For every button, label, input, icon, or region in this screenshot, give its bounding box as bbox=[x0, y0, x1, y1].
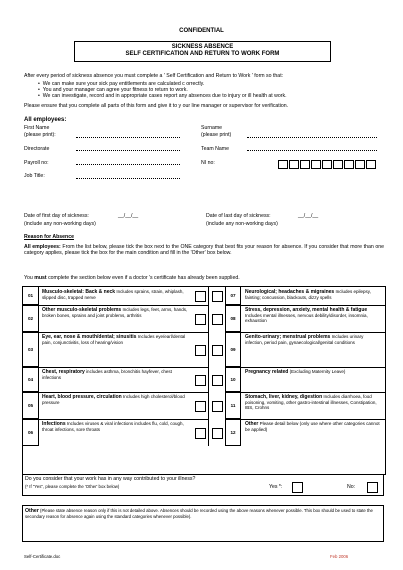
row-divider bbox=[225, 419, 385, 420]
reason-instruction: From the list below, please tick the box next to the ONE category that best fits your reason for absence. If you consider that more than one category applies, please tick the box for the main condition and fill in the 'Other' box below. bbox=[24, 244, 384, 257]
intro-lead: After every period of sickness absence you must complete a ' Self Certification and Return to Work ' form so that: bbox=[24, 73, 284, 79]
title-box bbox=[74, 41, 331, 62]
work-question-box bbox=[22, 474, 384, 496]
first-day-label: Date of first day of sickness: bbox=[24, 213, 89, 219]
category-number: 06 bbox=[23, 419, 39, 446]
ni-box[interactable] bbox=[366, 160, 376, 169]
column-divider bbox=[208, 392, 209, 419]
employees-heading: All employees: bbox=[24, 117, 67, 123]
job-title-field[interactable] bbox=[76, 174, 180, 179]
category-description: Eye, ear, nose & mouth/dental; sinusitis Includes eye/earl/dental pain, conjunctivitis, loss of hearing/vision bbox=[42, 334, 186, 346]
other-box[interactable] bbox=[22, 505, 384, 542]
column-divider bbox=[208, 332, 209, 367]
other-label: Other bbox=[25, 508, 39, 514]
category-grid bbox=[22, 286, 386, 475]
surname-field[interactable] bbox=[247, 133, 377, 138]
category-checkbox-05[interactable] bbox=[195, 401, 206, 412]
footer-date: Feb 2006 bbox=[330, 554, 349, 559]
category-description: Genito-urinary; menstrual problems Includes urinary infection, period pain, gynaecological/genital conditions bbox=[245, 334, 364, 346]
row-divider bbox=[225, 305, 385, 306]
category-number: 05 bbox=[23, 392, 39, 419]
category-checkbox-11[interactable] bbox=[212, 401, 223, 412]
bullet-item: • We can investigate, record and in appropriate cases report any absences due to injury or ill health at work. bbox=[38, 93, 287, 100]
last-day-field[interactable]: __/__/__ bbox=[298, 213, 319, 219]
category-description: Stomach, liver, kidney, digestion Includes diarrhoea, food poisoning, vomiting, other gastro-intestinal illnesses, Constipation, IBS, Crohns bbox=[245, 394, 377, 411]
row-divider bbox=[225, 392, 385, 393]
directorate-field[interactable] bbox=[76, 146, 180, 151]
surname-label: Surname bbox=[201, 125, 223, 131]
category-checkbox-12[interactable] bbox=[212, 428, 223, 439]
job-title-label: Job Title: bbox=[24, 173, 45, 179]
ni-box[interactable] bbox=[278, 160, 288, 169]
first-day-note: (include any non-working days) bbox=[24, 221, 96, 227]
work-question: Do you consider that your work has in any way contributed to your illness? bbox=[25, 476, 196, 482]
category-description: Musculo-skeletal: Back & neck Includes sprains, strain, whiplash, slipped disc, trapped nerve bbox=[42, 289, 184, 301]
ni-box[interactable] bbox=[322, 160, 332, 169]
column-divider bbox=[208, 419, 209, 446]
team-name-field[interactable] bbox=[247, 146, 377, 151]
row-divider bbox=[23, 332, 208, 333]
ni-box[interactable] bbox=[289, 160, 299, 169]
category-number: 03 bbox=[23, 332, 39, 367]
category-number: 01 bbox=[23, 287, 39, 305]
category-number: 10 bbox=[225, 367, 241, 392]
row-divider bbox=[23, 392, 208, 393]
category-checkbox-08[interactable] bbox=[212, 314, 223, 325]
category-checkbox-10[interactable] bbox=[212, 375, 223, 386]
column-divider bbox=[208, 287, 209, 305]
column-divider bbox=[208, 367, 209, 392]
category-number: 09 bbox=[225, 332, 241, 367]
category-checkbox-09[interactable] bbox=[212, 345, 223, 356]
footer-filename: Self-Certificate.doc bbox=[24, 554, 61, 559]
reason-text bbox=[24, 244, 384, 256]
must-text: You must complete the section below even if a doctor 's certificate has already been supplied. bbox=[24, 275, 240, 281]
category-description: Pregnancy related (Excluding Maternity Leave) bbox=[245, 369, 346, 375]
first-day-field[interactable]: __/__/__ bbox=[118, 213, 139, 219]
bullet-item: • We can make sure your sick pay entitlements are calculated c orrectly. bbox=[38, 81, 205, 87]
category-description: Neurological; headaches & migraines Includes epilepsy, fainting; concussion, blackouts, dizzy spells bbox=[245, 289, 371, 301]
no-label: No: bbox=[347, 484, 356, 490]
last-day-note: (include any non-working days) bbox=[206, 221, 278, 227]
category-description: Infections Includes viruses & viral infections includes flu, cold, cough, throat infections, sore throats bbox=[42, 421, 184, 433]
directorate-label: Directorate bbox=[24, 146, 50, 152]
payroll-field[interactable] bbox=[76, 160, 180, 165]
team-name-label: Team Name bbox=[201, 146, 229, 152]
all-employees-label: All employees: bbox=[24, 244, 61, 250]
category-number: 11 bbox=[225, 392, 241, 419]
category-description: Heart, blood pressure, circulation Includes high cholesterol/blood pressure bbox=[42, 394, 185, 406]
row-divider bbox=[23, 419, 208, 420]
category-description: Other Please detail below (only use where other categories cannot be applied) bbox=[245, 421, 380, 433]
category-description: Chest, respiratory includes asthma, bronchitis hayfever, chest infections bbox=[42, 369, 172, 381]
other-text: Other (Please state absence reason only if this is not detailed above. Absences should be recorded using the above reasons whenever possible. This box should be used to state the secondary reason for absence again using the standard categories whenever possible). bbox=[25, 508, 373, 520]
category-number: 02 bbox=[23, 305, 39, 332]
yes-checkbox[interactable] bbox=[292, 482, 303, 493]
last-day-label: Date of last day of sickness: bbox=[206, 213, 271, 219]
reason-heading: Reason for Absence bbox=[24, 234, 74, 240]
category-checkbox-06[interactable] bbox=[195, 428, 206, 439]
row-divider bbox=[225, 367, 385, 368]
row-divider bbox=[23, 367, 208, 368]
confidential-label: CONFIDENTIAL bbox=[179, 28, 224, 34]
bullet-item: • You and your manager can agree your fitness to return to work. bbox=[38, 87, 188, 94]
category-checkbox-03[interactable] bbox=[195, 345, 206, 356]
category-number: 08 bbox=[225, 305, 241, 332]
category-number: 07 bbox=[225, 287, 241, 305]
intro-instruction: Please ensure that you complete all parts of this form and give it to y our line manager or supervisor for verification. bbox=[24, 103, 289, 109]
ni-box[interactable] bbox=[311, 160, 321, 169]
row-divider bbox=[23, 305, 208, 306]
ni-box[interactable] bbox=[300, 160, 310, 169]
category-checkbox-01[interactable] bbox=[195, 291, 206, 302]
category-checkbox-02[interactable] bbox=[195, 314, 206, 325]
category-description: Other musculo-skeletal problems Includes legs, feet, arms, hands, broken bones, sprains and joint problems, arthritis bbox=[42, 307, 188, 319]
ni-box[interactable] bbox=[355, 160, 365, 169]
category-checkbox-07[interactable] bbox=[212, 291, 223, 302]
title-line-1: SICKNESS ABSENCE bbox=[171, 44, 234, 50]
ni-number-boxes[interactable] bbox=[278, 156, 388, 168]
payroll-label: Payroll no: bbox=[24, 160, 49, 166]
ni-label: NI no: bbox=[201, 160, 215, 166]
ni-box[interactable] bbox=[344, 160, 354, 169]
yes-label: Yes *: bbox=[269, 484, 283, 490]
please-print-label-2: (please print) bbox=[201, 132, 232, 138]
work-question-note: (* If "Yes", please complete the 'Other' box below) bbox=[25, 484, 120, 489]
no-checkbox[interactable] bbox=[367, 482, 378, 493]
category-number: 12 bbox=[225, 419, 241, 446]
category-description: Stress, depression, anxiety, mental health & fatigue Includes mental illnesses, nervous debility/disorder, insomnia, exhaustion bbox=[245, 307, 368, 324]
category-checkbox-04[interactable] bbox=[195, 375, 206, 386]
title-line-2: SELF CERTIFICATION AND RETURN TO WORK FORM bbox=[125, 51, 280, 57]
intro-bullets bbox=[38, 81, 384, 100]
first-name-field[interactable] bbox=[76, 133, 180, 138]
row-divider bbox=[225, 332, 385, 333]
first-name-label: First Name bbox=[24, 125, 50, 131]
ni-box[interactable] bbox=[333, 160, 343, 169]
category-number: 04 bbox=[23, 367, 39, 392]
please-print-label: (please print): bbox=[24, 132, 56, 138]
column-divider bbox=[208, 305, 209, 332]
